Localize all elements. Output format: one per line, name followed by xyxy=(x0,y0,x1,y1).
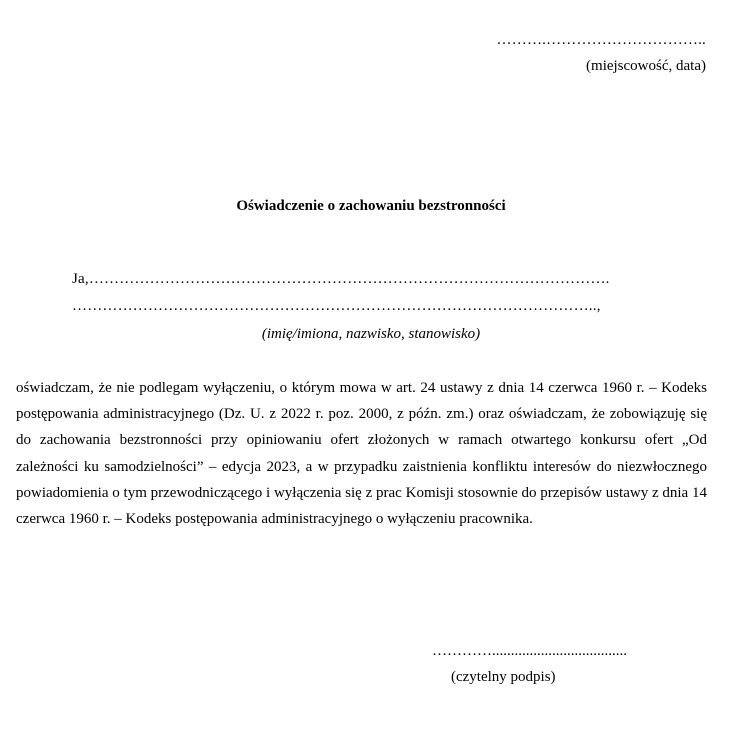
place-date-dots: ……….………………………….. xyxy=(496,32,706,48)
name-line: Ja,…………………………………………………………………………………………. xyxy=(72,271,610,287)
signature-caption: (czytelny podpis) xyxy=(451,669,556,685)
place-date-caption: (miejscowość, data) xyxy=(586,58,706,74)
person-caption: (imię/imiona, nazwisko, stanowisko) xyxy=(261,326,481,342)
document-title: Oświadczenie o zachowaniu bezstronności xyxy=(236,198,506,214)
signature-dots: ………….................................... xyxy=(432,643,627,659)
declaration-body: oświadczam, że nie podlegam wyłączeniu, o którym mowa w art. 24 ustawy z dnia 14 czerwca 1960 r. – Kodeks postępowania administracyjnego (Dz. U. z 2022 r. poz. 2000, z późn. zm.) oraz oświadczam, że zobowiązuję się do zachowania bezstronności przy opiniowaniu ofert złożonych w ramach otwartego konkursu ofert „Od zależności ku samodzielności” – edycja 2023, a w przypadku zaistnienia konfliktu interesów do niezwłocznego powiadomienia o tym przewodniczącego i wyłączenia się z prac Komisji stosownie do przepisów ustawy z dnia 14 czerwca 1960 r. – Kodeks postępowania administracyjnego o wyłączeniu pracownika. xyxy=(16,380,707,528)
name-line-continuation: ………………………………………………………………………………………….., xyxy=(72,298,601,314)
